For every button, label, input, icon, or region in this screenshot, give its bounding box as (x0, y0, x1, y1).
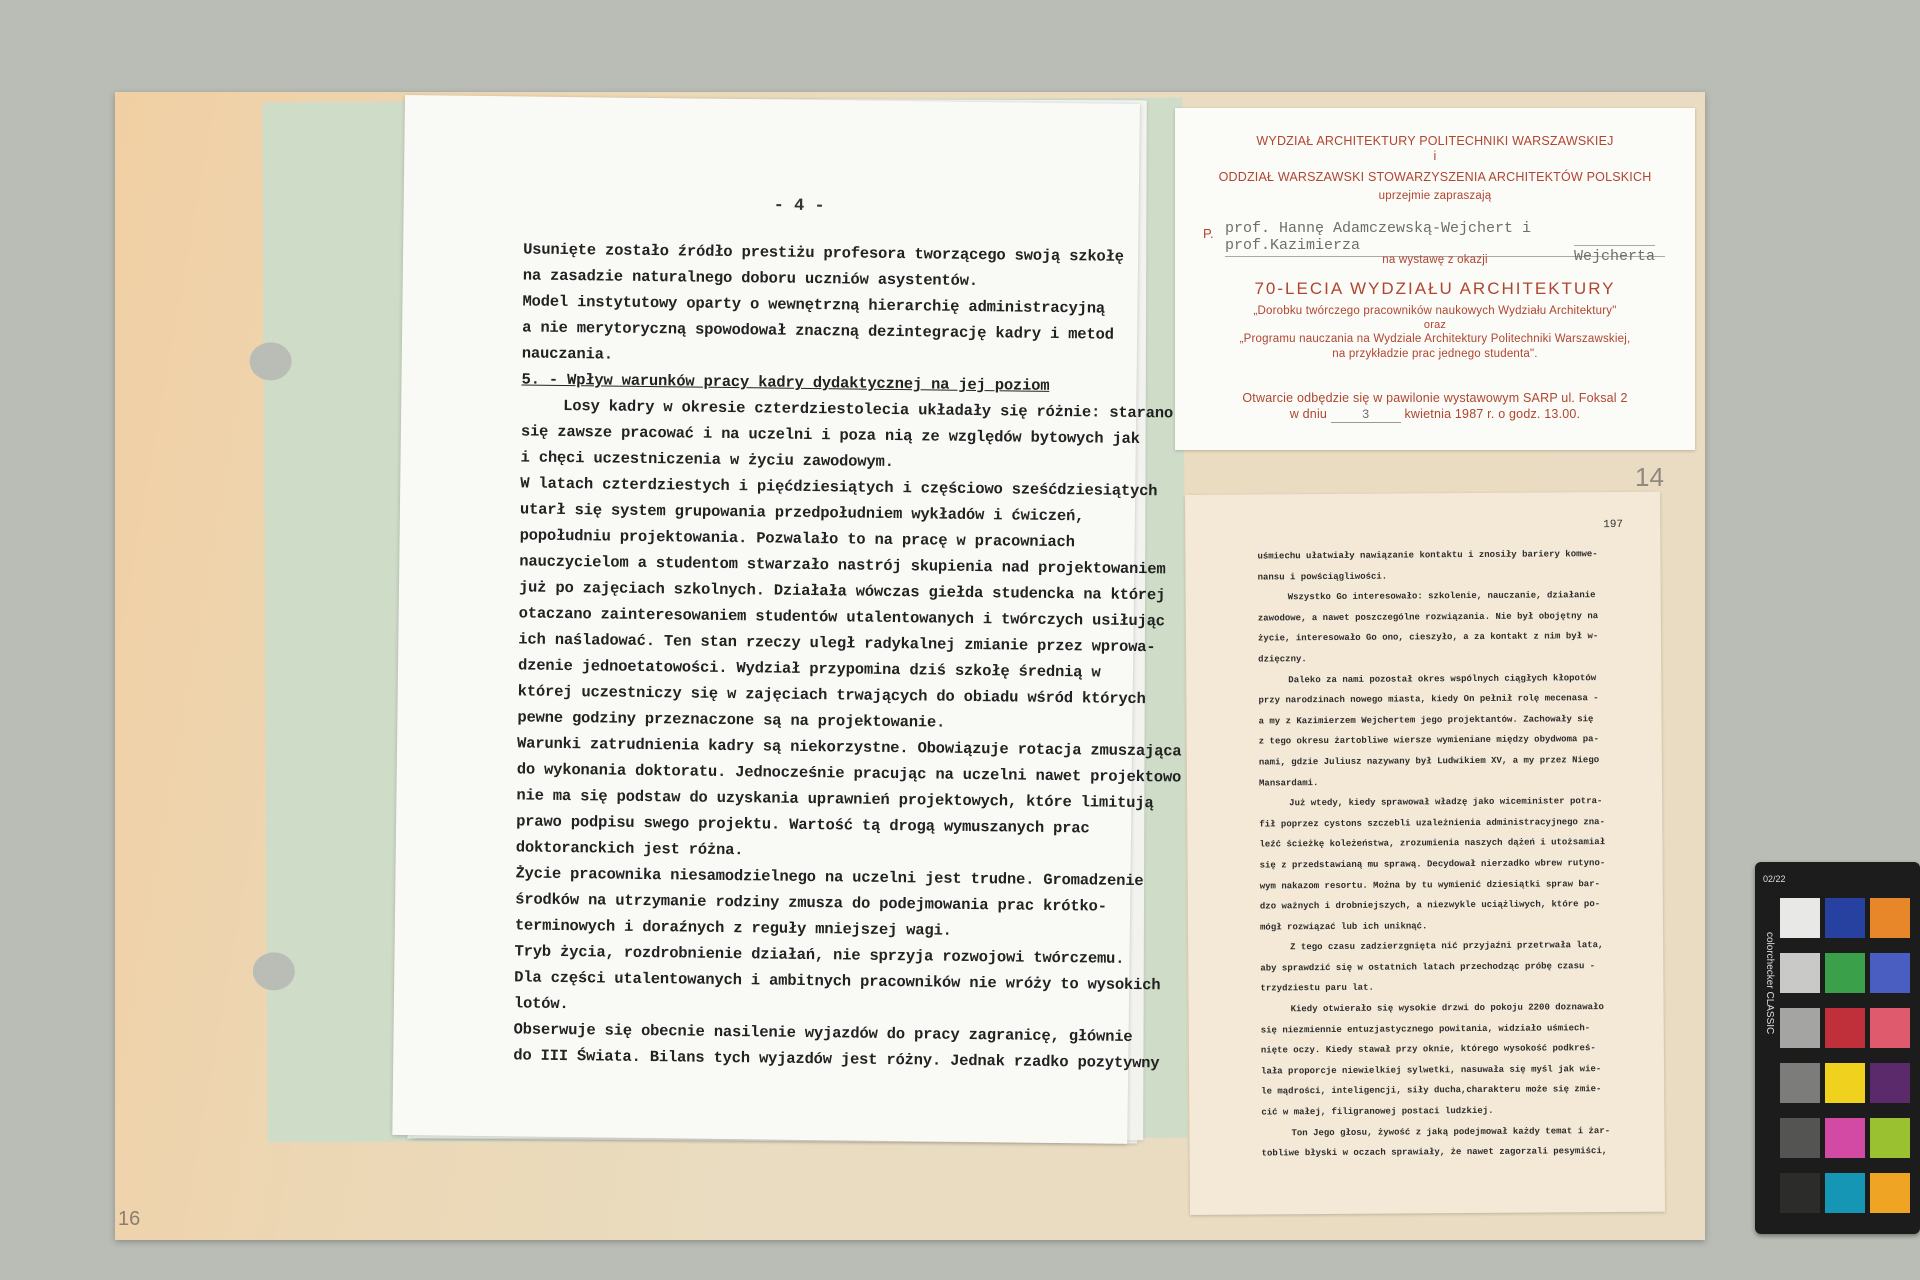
invite-date-prefix: w dniu (1289, 407, 1328, 421)
typed-line: do III Świata. Bilans tych wyjazdów jest różny. Jednak rzadko pozytywny (513, 1046, 1160, 1073)
invite-guest-name-cont: Wejcherta (1574, 245, 1655, 265)
memoir-line: wym nakazom resortu. Można by tu wymienić dziesiątki spraw bar- (1259, 878, 1601, 891)
invite-title: 70-LECIA WYDZIAŁU ARCHITEKTURY (1254, 279, 1616, 298)
invite-line: „Programu nauczania na Wydziale Architektury Politechniki Warszawskiej, (1239, 333, 1631, 345)
color-swatch (1780, 1173, 1820, 1213)
color-swatch (1825, 953, 1865, 993)
color-swatch (1780, 953, 1820, 993)
typed-line: nie ma się podstaw do uzyskania uprawnień projektowych, które limitują (516, 786, 1154, 813)
memoir-line: cić w małej, filigranowej postaci ludzkiej. (1261, 1105, 1494, 1118)
memoir-line: leźć ścieżkę koleżeństwa, zrozumienia naszych dążeń i utożsamiał (1259, 837, 1606, 850)
memoir-line: życie, interesowało Go ono, cieszyło, a za kontakt z nim był w- (1257, 631, 1599, 644)
typed-line: Obserwuje się obecnie nasilenie wyjazdów do pracy zagranicę, głównie (513, 1020, 1133, 1046)
color-swatch (1825, 898, 1865, 938)
color-swatch (1780, 1063, 1820, 1103)
typed-line: lotów. (513, 994, 569, 1014)
typed-line: już po zajęciach szkolnych. Działała wówczas giełda studencka na której (518, 578, 1166, 605)
color-swatch (1870, 1118, 1910, 1158)
typed-line: się zawsze pracować i na uczelni i poza nią ze względów bytowych jak (520, 422, 1140, 449)
color-checker-card (1755, 862, 1920, 1234)
typed-line: dzenie jednoetatowości. Wydział przypomina dziś szkołę średnią w (517, 656, 1101, 682)
color-swatch (1870, 898, 1910, 938)
typed-line: 5. - Wpływ warunków pracy kadry dydaktycznej na jej poziom (521, 370, 1050, 395)
memoir-line: mógł rozwiązać lub ich uniknąć. (1259, 921, 1428, 933)
invite-line: Otwarcie odbędzie się w pawilonie wystawowym SARP ul. Foksal 2 (1242, 391, 1628, 405)
typed-line: popołudniu projektowania. Pozwalało to na pracę w pracowniach (519, 526, 1075, 552)
invite-date-day: 3 (1331, 408, 1401, 423)
typed-line: pewne godziny przeznaczone są na projektowanie. (517, 708, 946, 732)
memoir-line: Mansardami. (1258, 777, 1319, 789)
invite-date-suffix: kwietnia 1987 r. o godz. 13.00. (1404, 407, 1581, 421)
invite-line: i (1433, 149, 1437, 163)
memoir-text (1257, 544, 1656, 1165)
typed-line: i chęci uczestniczenia w życiu zawodowym. (520, 448, 894, 471)
typed-line: prawo podpisu swego projektu. Wartość tą drogą wymuszanych prac (516, 812, 1090, 838)
color-swatch (1780, 1118, 1820, 1158)
typed-line: Model instytutowy oparty o wewnętrzną hierarchię administracyjną (522, 292, 1106, 318)
invite-guest-name: prof. Hannę Adamczewską-Wejchert i prof.Kazimierza (1225, 220, 1665, 257)
invite-line: ODDZIAŁ WARSZAWSKI STOWARZYSZENIA ARCHITEKTÓW POLSKICH (1218, 170, 1652, 184)
typed-page (392, 95, 1182, 1144)
memoir-line: lała proporcje niewielkiej sylwetki, nasuwała się myśl jak wie- (1260, 1063, 1602, 1077)
memoir-line: dzięczny. (1258, 654, 1307, 665)
invite-line: oraz (1423, 319, 1447, 331)
typed-line: Usunięte zostało źródło prestiżu profesora tworzącego swoją szkołę (523, 240, 1124, 266)
typed-line: Życie pracownika niesamodzielnego na uczelni jest trudne. Gromadzenie (515, 864, 1144, 891)
memoir-page-number: 197 (1603, 518, 1624, 532)
invite-line: na wystawę z okazji (1382, 254, 1488, 266)
memoir-line: trzydziestu paru lat. (1260, 983, 1374, 994)
memoir-line: Ton Jego głosu, żywość z jaką podejmował każdy temat i żar- (1291, 1125, 1611, 1138)
board-corner-number: 16 (118, 1208, 141, 1230)
typed-line: W latach czterdziestych i pięćdziesiątych i częściowo sześćdziesiątych (520, 474, 1158, 501)
typed-line: doktoranckich jest różna. (515, 838, 744, 860)
memoir-line: przy narodzinach nowego miasta, kiedy On pełnił rolę mecenasa - (1258, 693, 1599, 706)
typed-line: Warunki zatrudnienia kadry są niekorzystne. Obowiązuje rotacja zmuszająca (516, 734, 1182, 761)
page-number: - 4 - (773, 196, 825, 217)
typed-line: na zasadzie naturalnego doboru uczniów asystentów. (522, 266, 978, 291)
punch-hole (250, 342, 292, 380)
color-swatch (1825, 1063, 1865, 1103)
memoir-line: się z przedstawianą mu sprawą. Decydował nierzadko wbrew rutyno- (1259, 857, 1606, 871)
memoir-line: nami, gdzie Juliusz nazywany był Ludwikiem XV, a my przez Niego (1258, 755, 1600, 768)
invite-line: uprzejmie zapraszają (1378, 190, 1492, 202)
memoir-line: dzo ważnych i drobniejszych, a niezwykle uciążliwych, które po- (1259, 899, 1601, 912)
memoir-line: uśmiechu ułatwiały nawiązanie kontaktu i znosiły bariery komwe- (1257, 549, 1598, 562)
typed-line: Tryb życia, rozdrobnienie działań, nie sprzyja rozwojowi twórczemu. (514, 942, 1125, 968)
memoir-line: Z tego czasu zadzierzgnięta nić przyjaźni przetrwała lata, (1290, 940, 1604, 953)
invitation-card (1175, 108, 1695, 450)
color-swatch (1780, 1008, 1820, 1048)
memoir-line: Daleko za nami pozostał okres wspólnych ciągłych kłopotów (1288, 672, 1597, 685)
typed-line: do wykonania doktoratu. Jednocześnie pracując na uczelni nawet projektowo (516, 760, 1182, 787)
memoir-line: nięte oczy. Kiedy stawał przy oknie, którego wysokość podkreś- (1260, 1043, 1596, 1056)
invite-line: na przykładzie prac jednego studenta". (1332, 348, 1538, 360)
color-swatch (1825, 1008, 1865, 1048)
typed-line: nauczania. (521, 344, 613, 364)
typed-line: środków na utrzymanie rodziny zmusza do podejmowania prac krótko- (515, 890, 1107, 916)
invite-line: „Dorobku twórczego pracowników naukowych Wydziału Architektury" (1253, 305, 1617, 317)
memoir-line: a my z Kazimierzem Wejchertem jego projektantów. Zachowały się (1258, 713, 1594, 727)
color-swatch (1825, 1118, 1865, 1158)
memoir-line: Już wtedy, kiedy sprawował władzę jako wiceminister potra- (1289, 796, 1603, 809)
invite-date-line (1175, 407, 1695, 423)
typed-page-stack (405, 95, 1182, 1140)
typed-line: otaczano zainteresowaniem studentów utalentowanych i twórczych usiłując (518, 604, 1165, 631)
typed-line: Losy kadry w okresie czterdziestolecia układały się różnie: starano (563, 396, 1174, 423)
invite-line: WYDZIAŁ ARCHITEKTURY POLITECHNIKI WARSZAWSKIEJ (1256, 134, 1614, 148)
typed-line: terminowych i doraźnych z reguły mniejszej wagi. (514, 916, 952, 940)
memoir-line: le mądrości, inteligencji, siły ducha,charakteru może się zmie- (1261, 1084, 1602, 1097)
memoir-line: aby sprawdzić się w ostatnich latach przechodząc próbę czasu - (1260, 961, 1596, 974)
color-swatch (1870, 1008, 1910, 1048)
memoir-line: tobliwe błyski w oczach sprawiały, że nawet zagorzali pesymiści, (1261, 1146, 1608, 1159)
color-swatch (1870, 1173, 1910, 1213)
color-swatch (1780, 898, 1820, 938)
typed-line: nauczycielom a studentom stwarzało nastrój skupienia nad projektowaniem (519, 552, 1166, 579)
color-swatch (1870, 953, 1910, 993)
invite-p-label: P. (1203, 226, 1214, 241)
punch-hole (253, 952, 295, 990)
memoir-line: z tego okresu żartobliwe wiersze wymieniane między obydwoma pa- (1258, 734, 1600, 747)
memoir-page (1185, 492, 1665, 1215)
memoir-line: fił poprzez cystons szczebli uzależnienia administracyjnego zna- (1259, 816, 1605, 830)
memoir-line: Kiedy otwierało się wysokie drzwi do pokoju 2200 doznawało (1290, 1002, 1604, 1015)
margin-pencil-mark: 14 (1635, 462, 1664, 492)
typed-line: ich naśladować. Ten stan rzeczy uległ radykalnej zmianie przez wprowa- (518, 630, 1156, 657)
memoir-line: się niezmiennie entuzjastycznego powitania, widziało uśmiech- (1260, 1022, 1591, 1036)
typed-line: Dla części utalentowanych i ambitnych pracowników nie wróży to wysokich (514, 968, 1161, 995)
typed-text (513, 236, 1182, 1075)
memoir-line: Wszystko Go interesowało: szkolenie, nauczanie, działanie (1287, 590, 1596, 603)
color-swatch (1825, 1173, 1865, 1213)
typed-line: utarł się system grupowania przedpołudniem wykładów i ćwiczeń, (519, 500, 1085, 526)
checker-brand: colorchecker CLASSIC (1764, 932, 1775, 1035)
checker-code: 02/22 (1763, 874, 1786, 884)
typed-line: a nie merytoryczną spowodował znaczną dezintegrację kadry i metod (522, 318, 1114, 344)
memoir-line: zawodowe, a nawet poszczególne rozwiązania. Nie był obojętny na (1257, 610, 1599, 624)
typed-line: której uczestniczy się w zajęciach trwających do obiadu wśród których (517, 682, 1146, 709)
memoir-line: nansu i powściągliwości. (1257, 571, 1388, 583)
color-swatch (1870, 1063, 1910, 1103)
